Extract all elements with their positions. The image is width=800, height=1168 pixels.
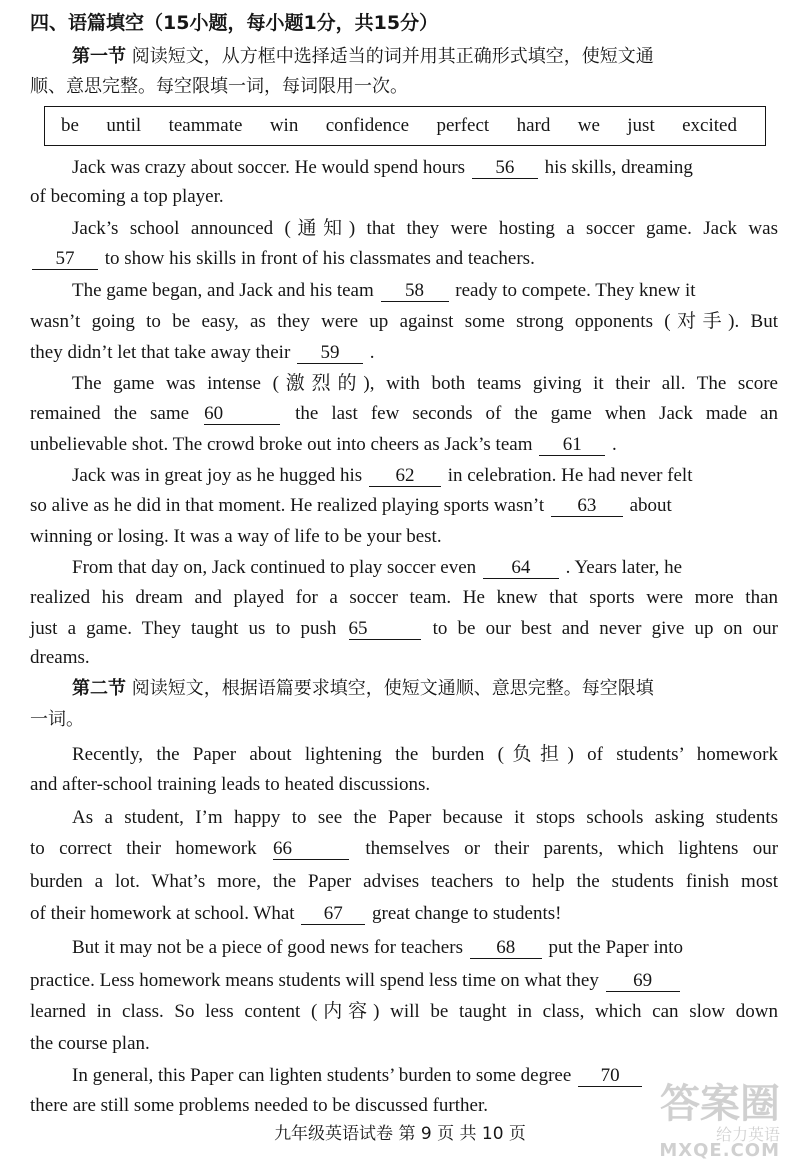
passage-line (72, 278, 696, 304)
line-text: learned in class. So less content (内容) will be taught in class, which can slow down (30, 1001, 778, 1022)
passage-line (72, 155, 693, 181)
line-text: put the Paper into (548, 937, 684, 958)
passage-line (72, 805, 778, 831)
word-bank-item: until (106, 115, 142, 136)
line-text: . (611, 434, 617, 455)
part1-label: 第一节 (72, 46, 126, 67)
answer-blank: 69 (606, 971, 680, 992)
line-text: to correct their homework (30, 838, 257, 859)
watermark-subtitle: 给力英语 (715, 1125, 780, 1144)
line-text: In general, this Paper can lighten students’ burden to some degree (72, 1065, 572, 1086)
answer-blank: 60 (204, 404, 280, 425)
part1-instruction (72, 44, 654, 70)
answer-blank: 58 (381, 281, 449, 302)
line-text: themselves or their parents, which lightens our (365, 838, 779, 859)
passage-line (30, 309, 778, 335)
watermark-title: 答案圈 (660, 1081, 780, 1127)
passage-line (30, 836, 778, 862)
line-text: there are still some problems needed to be discussed further. (30, 1095, 488, 1116)
answer-blank: 66 (273, 839, 349, 860)
line-text: wasn’t going to be easy, as they were up against some strong opponents (对手). But (30, 311, 778, 332)
passage-line (30, 246, 535, 272)
passage-line (30, 524, 442, 550)
word-bank-item: hard (516, 115, 551, 136)
line-text: and after-school training leads to heated discussions. (30, 774, 431, 795)
line-text: . (369, 342, 375, 363)
passage-line (30, 901, 561, 927)
passage-line (30, 645, 90, 671)
passage-line (30, 616, 778, 642)
line-text: Recently, the Paper about lightening the burden (负担) of students’ homework (72, 744, 778, 765)
line-text: the last few seconds of the game when Jack made an (295, 403, 778, 424)
answer-blank: 62 (369, 466, 441, 487)
passage-line (30, 999, 778, 1025)
line-text: The game was intense (激烈的), with both teams giving it their all. The score (72, 373, 778, 394)
section-heading: 四、语篇填空（15小题，每小题1分，共15分） (30, 12, 439, 34)
word-bank-item: be (61, 115, 79, 136)
answer-blank: 65 (349, 619, 421, 640)
answer-blank: 56 (472, 158, 538, 179)
passage-line (30, 340, 375, 366)
passage-line (72, 742, 778, 768)
answer-blank: 63 (551, 496, 623, 517)
line-text: ready to compete. They knew it (455, 280, 696, 301)
passage-line (30, 869, 778, 895)
line-text: . Years later, he (565, 557, 683, 578)
line-text: Jack’s school announced (通知) that they were hosting a soccer game. Jack was (72, 218, 778, 239)
word-bank-item: win (269, 115, 299, 136)
line-text: winning or losing. It was a way of life to be your best. (30, 526, 442, 547)
passage-line (72, 1063, 644, 1089)
answer-blank: 64 (483, 558, 559, 579)
line-text: the course plan. (30, 1033, 150, 1054)
line-text: realized his dream and played for a soccer team. He knew that sports were more than (30, 587, 778, 608)
part2-instruction-line1: 阅读短文，根据语篇要求填空，使短文通顺、意思完整。每空限填 (131, 678, 654, 699)
line-text: From that day on, Jack continued to play soccer even (72, 557, 477, 578)
passage-line (30, 493, 672, 519)
line-text: practice. Less homework means students will spend less time on what they (30, 970, 599, 991)
word-bank-item: just (627, 115, 655, 136)
passage-line (30, 401, 778, 427)
word-bank-item: perfect (436, 115, 490, 136)
answer-blank: 57 (32, 249, 98, 270)
line-text: burden a lot. What’s more, the Paper advises teachers to help the students finish most (30, 871, 778, 892)
line-text: The game began, and Jack and his team (72, 280, 374, 301)
passage-line (30, 1093, 488, 1119)
answer-blank: 67 (301, 904, 365, 925)
passage-line (72, 216, 778, 242)
passage-line (30, 772, 430, 798)
line-text: to be our best and never give up on our (432, 618, 779, 639)
part2-label: 第二节 (72, 678, 126, 699)
line-text: his skills, dreaming (544, 157, 693, 178)
answer-blank: 70 (578, 1066, 642, 1087)
passage-line (72, 935, 683, 961)
word-bank-box (44, 106, 766, 146)
answer-blank: 61 (539, 435, 605, 456)
line-text: Jack was in great joy as he hugged his (72, 465, 363, 486)
part2-instruction-cont: 一词。 (30, 709, 84, 730)
line-text: Jack was crazy about soccer. He would spend hours (72, 157, 466, 178)
line-text: about (629, 495, 672, 516)
word-bank-item: excited (682, 115, 737, 136)
passage-line (30, 184, 224, 210)
line-text: of their homework at school. What (30, 903, 295, 924)
line-text: remained the same (30, 403, 190, 424)
part1-instruction-cont: 顺、意思完整。每空限填一词，每词限用一次。 (30, 76, 408, 97)
part2-instruction (72, 676, 654, 702)
line-text: But it may not be a piece of good news for teachers (72, 937, 463, 958)
line-text: dreams. (30, 647, 90, 668)
passage-line (30, 1031, 150, 1057)
part1-instruction-line1: 阅读短文，从方框中选择适当的词并用其正确形式填空，使短文通 (131, 46, 654, 67)
passage-line (30, 968, 682, 994)
passage-line (72, 371, 778, 397)
line-text: unbelievable shot. The crowd broke out into cheers as Jack’s team (30, 434, 533, 455)
passage-line (72, 555, 682, 581)
line-text: of becoming a top player. (30, 186, 224, 207)
watermark-url: MXQE.COM (659, 1140, 780, 1161)
word-bank-item: confidence (325, 115, 410, 136)
line-text: so alive as he did in that moment. He realized playing sports wasn’t (30, 495, 545, 516)
passage-line (30, 432, 617, 458)
passage-line (30, 585, 778, 611)
line-text: just a game. They taught us to push (30, 618, 337, 639)
passage-line (72, 463, 693, 489)
answer-blank: 68 (470, 938, 542, 959)
line-text: in celebration. He had never felt (447, 465, 693, 486)
word-bank-item: teammate (168, 115, 243, 136)
answer-blank: 59 (297, 343, 363, 364)
line-text: they didn’t let that take away their (30, 342, 291, 363)
page-footer: 九年级英语试卷 第 9 页 共 10 页 (274, 1124, 526, 1144)
line-text: great change to students! (372, 903, 562, 924)
line-text: to show his skills in front of his classmates and teachers. (104, 248, 535, 269)
word-bank-item: we (577, 115, 600, 136)
line-text: As a student, I’m happy to see the Paper because it stops schools asking students (72, 807, 778, 828)
